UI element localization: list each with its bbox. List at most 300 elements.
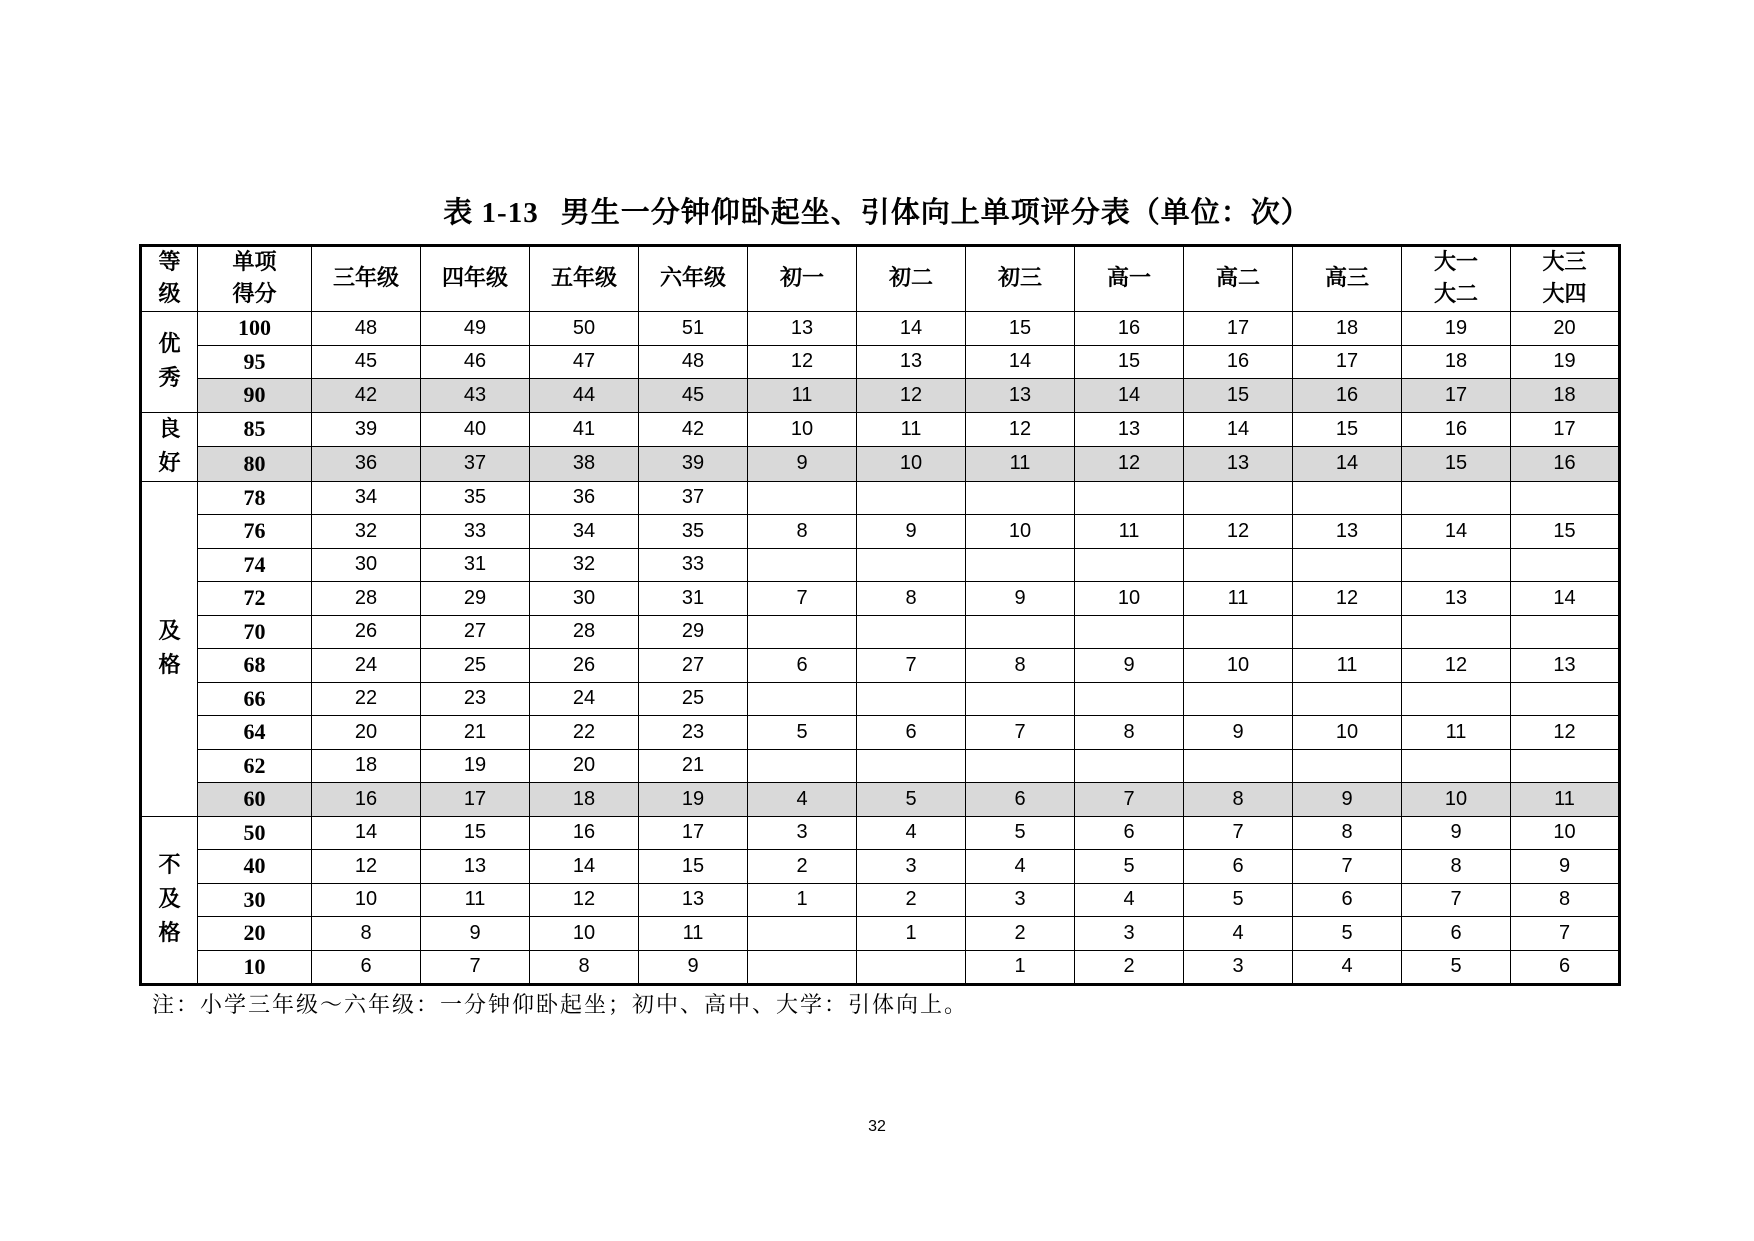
value-cell: 41 bbox=[530, 412, 639, 447]
value-cell: 21 bbox=[421, 716, 530, 750]
value-cell: 16 bbox=[530, 816, 639, 850]
score-cell: 78 bbox=[198, 481, 312, 515]
value-cell: 11 bbox=[857, 412, 966, 447]
score-cell: 10 bbox=[198, 950, 312, 985]
value-cell: 3 bbox=[1075, 917, 1184, 951]
header-row bbox=[141, 246, 1620, 312]
column-header: 等 级 bbox=[141, 246, 198, 312]
value-cell: 3 bbox=[1184, 950, 1293, 985]
value-cell: 13 bbox=[748, 312, 857, 346]
value-cell: 27 bbox=[639, 649, 748, 683]
value-cell: 40 bbox=[421, 412, 530, 447]
value-cell: 42 bbox=[639, 412, 748, 447]
column-header: 高二 bbox=[1184, 246, 1293, 312]
value-cell: 13 bbox=[1075, 412, 1184, 447]
value-cell: 18 bbox=[312, 749, 421, 783]
value-cell: 12 bbox=[1293, 582, 1402, 616]
value-cell: 15 bbox=[421, 816, 530, 850]
value-cell bbox=[1511, 682, 1620, 716]
value-cell bbox=[857, 548, 966, 582]
value-cell: 17 bbox=[1184, 312, 1293, 346]
value-cell: 20 bbox=[1511, 312, 1620, 346]
value-cell: 12 bbox=[1402, 649, 1511, 683]
value-cell: 3 bbox=[857, 850, 966, 884]
value-cell: 14 bbox=[1075, 379, 1184, 413]
value-cell: 9 bbox=[639, 950, 748, 985]
value-cell: 3 bbox=[748, 816, 857, 850]
table-row bbox=[141, 548, 1620, 582]
value-cell bbox=[1184, 615, 1293, 649]
value-cell: 37 bbox=[639, 481, 748, 515]
value-cell: 16 bbox=[1511, 447, 1620, 482]
value-cell: 6 bbox=[748, 649, 857, 683]
value-cell: 15 bbox=[1075, 345, 1184, 379]
value-cell: 12 bbox=[1511, 716, 1620, 750]
value-cell bbox=[857, 615, 966, 649]
value-cell: 9 bbox=[1184, 716, 1293, 750]
value-cell: 21 bbox=[639, 749, 748, 783]
value-cell: 27 bbox=[421, 615, 530, 649]
value-cell bbox=[1184, 481, 1293, 515]
table-body bbox=[141, 312, 1620, 985]
value-cell: 30 bbox=[530, 582, 639, 616]
score-cell: 50 bbox=[198, 816, 312, 850]
score-cell: 66 bbox=[198, 682, 312, 716]
value-cell: 29 bbox=[639, 615, 748, 649]
score-cell: 40 bbox=[198, 850, 312, 884]
value-cell: 37 bbox=[421, 447, 530, 482]
table-row bbox=[141, 649, 1620, 683]
value-cell bbox=[1402, 548, 1511, 582]
value-cell bbox=[748, 749, 857, 783]
value-cell: 7 bbox=[748, 582, 857, 616]
value-cell: 12 bbox=[1075, 447, 1184, 482]
value-cell bbox=[966, 481, 1075, 515]
value-cell: 9 bbox=[1075, 649, 1184, 683]
value-cell: 14 bbox=[1184, 412, 1293, 447]
column-header: 高三 bbox=[1293, 246, 1402, 312]
value-cell: 13 bbox=[639, 883, 748, 917]
value-cell: 36 bbox=[312, 447, 421, 482]
value-cell: 7 bbox=[1402, 883, 1511, 917]
value-cell: 4 bbox=[1184, 917, 1293, 951]
value-cell: 10 bbox=[530, 917, 639, 951]
column-header: 四年级 bbox=[421, 246, 530, 312]
value-cell bbox=[1293, 749, 1402, 783]
value-cell: 10 bbox=[966, 515, 1075, 549]
value-cell: 10 bbox=[748, 412, 857, 447]
score-cell: 62 bbox=[198, 749, 312, 783]
value-cell bbox=[1184, 682, 1293, 716]
table-row bbox=[141, 850, 1620, 884]
value-cell: 22 bbox=[530, 716, 639, 750]
value-cell: 46 bbox=[421, 345, 530, 379]
value-cell: 8 bbox=[966, 649, 1075, 683]
value-cell: 1 bbox=[748, 883, 857, 917]
value-cell: 8 bbox=[1293, 816, 1402, 850]
value-cell: 2 bbox=[748, 850, 857, 884]
value-cell: 50 bbox=[530, 312, 639, 346]
value-cell: 6 bbox=[1293, 883, 1402, 917]
value-cell: 11 bbox=[1075, 515, 1184, 549]
value-cell: 28 bbox=[312, 582, 421, 616]
table-header bbox=[141, 246, 1620, 312]
value-cell: 8 bbox=[530, 950, 639, 985]
value-cell: 12 bbox=[966, 412, 1075, 447]
value-cell: 24 bbox=[312, 649, 421, 683]
value-cell: 16 bbox=[1184, 345, 1293, 379]
value-cell: 7 bbox=[857, 649, 966, 683]
value-cell bbox=[966, 749, 1075, 783]
value-cell: 15 bbox=[1184, 379, 1293, 413]
value-cell: 12 bbox=[312, 850, 421, 884]
value-cell bbox=[748, 548, 857, 582]
value-cell: 2 bbox=[966, 917, 1075, 951]
value-cell bbox=[748, 615, 857, 649]
value-cell: 45 bbox=[312, 345, 421, 379]
value-cell: 25 bbox=[421, 649, 530, 683]
score-table bbox=[139, 244, 1621, 986]
value-cell bbox=[1293, 682, 1402, 716]
value-cell bbox=[857, 481, 966, 515]
value-cell: 12 bbox=[857, 379, 966, 413]
value-cell: 5 bbox=[966, 816, 1075, 850]
score-cell: 60 bbox=[198, 783, 312, 817]
score-cell: 70 bbox=[198, 615, 312, 649]
value-cell bbox=[1184, 548, 1293, 582]
table-title bbox=[0, 190, 1754, 231]
value-cell: 16 bbox=[312, 783, 421, 817]
value-cell: 32 bbox=[530, 548, 639, 582]
value-cell: 4 bbox=[966, 850, 1075, 884]
value-cell: 7 bbox=[421, 950, 530, 985]
table-row bbox=[141, 917, 1620, 951]
value-cell: 12 bbox=[1184, 515, 1293, 549]
value-cell: 26 bbox=[530, 649, 639, 683]
value-cell: 11 bbox=[1402, 716, 1511, 750]
value-cell: 14 bbox=[312, 816, 421, 850]
table-caption: 男生一分钟仰卧起坐、引体向上单项评分表（单位：次） bbox=[560, 195, 1311, 229]
table-row bbox=[141, 682, 1620, 716]
value-cell: 19 bbox=[421, 749, 530, 783]
score-cell: 76 bbox=[198, 515, 312, 549]
value-cell: 22 bbox=[312, 682, 421, 716]
value-cell bbox=[1293, 615, 1402, 649]
table-row bbox=[141, 883, 1620, 917]
table-row bbox=[141, 312, 1620, 346]
footnote: 注：小学三年级～六年级：一分钟仰卧起坐；初中、高中、大学：引体向上。 bbox=[152, 993, 969, 1018]
value-cell: 19 bbox=[1511, 345, 1620, 379]
column-header: 初一 bbox=[748, 246, 857, 312]
value-cell: 4 bbox=[1293, 950, 1402, 985]
value-cell: 13 bbox=[1293, 515, 1402, 549]
value-cell: 39 bbox=[639, 447, 748, 482]
value-cell bbox=[748, 917, 857, 951]
grade-label: 及 格 bbox=[141, 481, 198, 816]
score-cell: 64 bbox=[198, 716, 312, 750]
value-cell: 32 bbox=[312, 515, 421, 549]
score-cell: 20 bbox=[198, 917, 312, 951]
value-cell: 15 bbox=[1293, 412, 1402, 447]
value-cell bbox=[1075, 481, 1184, 515]
value-cell: 35 bbox=[639, 515, 748, 549]
value-cell: 26 bbox=[312, 615, 421, 649]
value-cell: 30 bbox=[312, 548, 421, 582]
score-cell: 68 bbox=[198, 649, 312, 683]
value-cell: 5 bbox=[857, 783, 966, 817]
value-cell: 10 bbox=[1402, 783, 1511, 817]
column-header: 单项 得分 bbox=[198, 246, 312, 312]
value-cell bbox=[857, 682, 966, 716]
score-cell: 80 bbox=[198, 447, 312, 482]
value-cell: 6 bbox=[966, 783, 1075, 817]
score-cell: 85 bbox=[198, 412, 312, 447]
table-row bbox=[141, 447, 1620, 482]
value-cell: 7 bbox=[1511, 917, 1620, 951]
value-cell: 19 bbox=[1402, 312, 1511, 346]
value-cell: 11 bbox=[966, 447, 1075, 482]
value-cell bbox=[1293, 548, 1402, 582]
value-cell: 23 bbox=[639, 716, 748, 750]
value-cell: 17 bbox=[639, 816, 748, 850]
value-cell: 9 bbox=[1402, 816, 1511, 850]
value-cell: 8 bbox=[857, 582, 966, 616]
value-cell bbox=[1184, 749, 1293, 783]
value-cell: 3 bbox=[966, 883, 1075, 917]
value-cell bbox=[1511, 615, 1620, 649]
column-header: 初二 bbox=[857, 246, 966, 312]
value-cell: 49 bbox=[421, 312, 530, 346]
value-cell: 19 bbox=[639, 783, 748, 817]
value-cell: 14 bbox=[1293, 447, 1402, 482]
value-cell: 24 bbox=[530, 682, 639, 716]
value-cell: 14 bbox=[857, 312, 966, 346]
value-cell: 13 bbox=[1184, 447, 1293, 482]
value-cell: 9 bbox=[421, 917, 530, 951]
table-row bbox=[141, 749, 1620, 783]
value-cell: 29 bbox=[421, 582, 530, 616]
table-row bbox=[141, 481, 1620, 515]
value-cell bbox=[1402, 682, 1511, 716]
value-cell bbox=[748, 481, 857, 515]
column-header: 初三 bbox=[966, 246, 1075, 312]
value-cell bbox=[1402, 481, 1511, 515]
value-cell: 18 bbox=[1511, 379, 1620, 413]
value-cell: 7 bbox=[966, 716, 1075, 750]
column-header: 五年级 bbox=[530, 246, 639, 312]
value-cell: 39 bbox=[312, 412, 421, 447]
table-number: 表 1-13 bbox=[443, 197, 539, 229]
value-cell: 44 bbox=[530, 379, 639, 413]
value-cell: 15 bbox=[1402, 447, 1511, 482]
value-cell: 13 bbox=[966, 379, 1075, 413]
value-cell: 10 bbox=[1511, 816, 1620, 850]
value-cell: 51 bbox=[639, 312, 748, 346]
value-cell: 6 bbox=[1402, 917, 1511, 951]
table-row bbox=[141, 816, 1620, 850]
table-row bbox=[141, 615, 1620, 649]
value-cell: 16 bbox=[1075, 312, 1184, 346]
value-cell: 9 bbox=[1293, 783, 1402, 817]
value-cell: 15 bbox=[1511, 515, 1620, 549]
value-cell: 7 bbox=[1293, 850, 1402, 884]
value-cell: 5 bbox=[1293, 917, 1402, 951]
value-cell: 4 bbox=[1075, 883, 1184, 917]
value-cell bbox=[748, 950, 857, 985]
value-cell: 18 bbox=[1293, 312, 1402, 346]
value-cell: 48 bbox=[312, 312, 421, 346]
table-row bbox=[141, 379, 1620, 413]
page-number: 32 bbox=[868, 1118, 886, 1135]
value-cell: 6 bbox=[1075, 816, 1184, 850]
value-cell: 31 bbox=[421, 548, 530, 582]
table-row bbox=[141, 783, 1620, 817]
value-cell: 10 bbox=[312, 883, 421, 917]
value-cell: 15 bbox=[639, 850, 748, 884]
score-cell: 100 bbox=[198, 312, 312, 346]
value-cell bbox=[966, 615, 1075, 649]
grade-label: 不 及 格 bbox=[141, 816, 198, 985]
value-cell: 8 bbox=[1075, 716, 1184, 750]
value-cell: 48 bbox=[639, 345, 748, 379]
value-cell: 12 bbox=[530, 883, 639, 917]
value-cell: 8 bbox=[748, 515, 857, 549]
value-cell: 33 bbox=[421, 515, 530, 549]
value-cell: 10 bbox=[1184, 649, 1293, 683]
value-cell: 14 bbox=[1511, 582, 1620, 616]
value-cell: 28 bbox=[530, 615, 639, 649]
value-cell: 5 bbox=[1402, 950, 1511, 985]
value-cell: 17 bbox=[421, 783, 530, 817]
column-header: 大三 大四 bbox=[1511, 246, 1620, 312]
value-cell bbox=[966, 548, 1075, 582]
value-cell bbox=[1075, 682, 1184, 716]
column-header: 六年级 bbox=[639, 246, 748, 312]
value-cell: 9 bbox=[1511, 850, 1620, 884]
column-header: 大一 大二 bbox=[1402, 246, 1511, 312]
value-cell: 11 bbox=[748, 379, 857, 413]
grade-label: 良 好 bbox=[141, 412, 198, 481]
value-cell: 17 bbox=[1511, 412, 1620, 447]
value-cell: 15 bbox=[966, 312, 1075, 346]
score-cell: 74 bbox=[198, 548, 312, 582]
column-header: 高一 bbox=[1075, 246, 1184, 312]
value-cell: 5 bbox=[1075, 850, 1184, 884]
value-cell: 13 bbox=[1402, 582, 1511, 616]
value-cell: 17 bbox=[1293, 345, 1402, 379]
value-cell: 6 bbox=[1184, 850, 1293, 884]
value-cell: 14 bbox=[1402, 515, 1511, 549]
table-row bbox=[141, 515, 1620, 549]
value-cell: 35 bbox=[421, 481, 530, 515]
value-cell: 8 bbox=[1184, 783, 1293, 817]
value-cell: 4 bbox=[857, 816, 966, 850]
score-cell: 72 bbox=[198, 582, 312, 616]
value-cell bbox=[748, 682, 857, 716]
value-cell: 16 bbox=[1402, 412, 1511, 447]
value-cell: 31 bbox=[639, 582, 748, 616]
value-cell: 4 bbox=[748, 783, 857, 817]
value-cell: 45 bbox=[639, 379, 748, 413]
value-cell bbox=[1511, 749, 1620, 783]
value-cell: 34 bbox=[312, 481, 421, 515]
value-cell: 18 bbox=[1402, 345, 1511, 379]
value-cell: 38 bbox=[530, 447, 639, 482]
value-cell: 10 bbox=[1075, 582, 1184, 616]
table-row bbox=[141, 345, 1620, 379]
value-cell: 10 bbox=[857, 447, 966, 482]
value-cell: 43 bbox=[421, 379, 530, 413]
value-cell: 2 bbox=[1075, 950, 1184, 985]
value-cell: 9 bbox=[966, 582, 1075, 616]
value-cell: 11 bbox=[1511, 783, 1620, 817]
value-cell: 18 bbox=[530, 783, 639, 817]
value-cell: 9 bbox=[857, 515, 966, 549]
value-cell: 6 bbox=[312, 950, 421, 985]
value-cell: 33 bbox=[639, 548, 748, 582]
value-cell: 20 bbox=[312, 716, 421, 750]
value-cell bbox=[1075, 749, 1184, 783]
value-cell: 20 bbox=[530, 749, 639, 783]
value-cell: 16 bbox=[1293, 379, 1402, 413]
value-cell: 1 bbox=[966, 950, 1075, 985]
value-cell: 11 bbox=[1184, 582, 1293, 616]
value-cell: 17 bbox=[1402, 379, 1511, 413]
table-row bbox=[141, 950, 1620, 985]
value-cell bbox=[1511, 481, 1620, 515]
value-cell bbox=[857, 749, 966, 783]
column-header: 三年级 bbox=[312, 246, 421, 312]
value-cell: 11 bbox=[639, 917, 748, 951]
value-cell: 7 bbox=[1075, 783, 1184, 817]
value-cell: 6 bbox=[1511, 950, 1620, 985]
value-cell: 11 bbox=[1293, 649, 1402, 683]
score-cell: 90 bbox=[198, 379, 312, 413]
value-cell bbox=[1075, 548, 1184, 582]
value-cell bbox=[1293, 481, 1402, 515]
value-cell: 34 bbox=[530, 515, 639, 549]
table-row bbox=[141, 412, 1620, 447]
value-cell: 7 bbox=[1184, 816, 1293, 850]
value-cell: 5 bbox=[1184, 883, 1293, 917]
value-cell: 8 bbox=[1402, 850, 1511, 884]
value-cell: 12 bbox=[748, 345, 857, 379]
value-cell: 8 bbox=[1511, 883, 1620, 917]
value-cell bbox=[857, 950, 966, 985]
value-cell: 11 bbox=[421, 883, 530, 917]
grade-label: 优 秀 bbox=[141, 312, 198, 413]
value-cell: 2 bbox=[857, 883, 966, 917]
value-cell: 14 bbox=[530, 850, 639, 884]
table-row bbox=[141, 716, 1620, 750]
value-cell: 9 bbox=[748, 447, 857, 482]
value-cell: 13 bbox=[857, 345, 966, 379]
table-row bbox=[141, 582, 1620, 616]
value-cell: 13 bbox=[1511, 649, 1620, 683]
value-cell bbox=[1511, 548, 1620, 582]
value-cell bbox=[1402, 615, 1511, 649]
value-cell: 23 bbox=[421, 682, 530, 716]
value-cell: 42 bbox=[312, 379, 421, 413]
score-cell: 95 bbox=[198, 345, 312, 379]
value-cell: 36 bbox=[530, 481, 639, 515]
value-cell: 8 bbox=[312, 917, 421, 951]
value-cell bbox=[1075, 615, 1184, 649]
value-cell: 6 bbox=[857, 716, 966, 750]
value-cell: 25 bbox=[639, 682, 748, 716]
value-cell: 13 bbox=[421, 850, 530, 884]
value-cell: 14 bbox=[966, 345, 1075, 379]
